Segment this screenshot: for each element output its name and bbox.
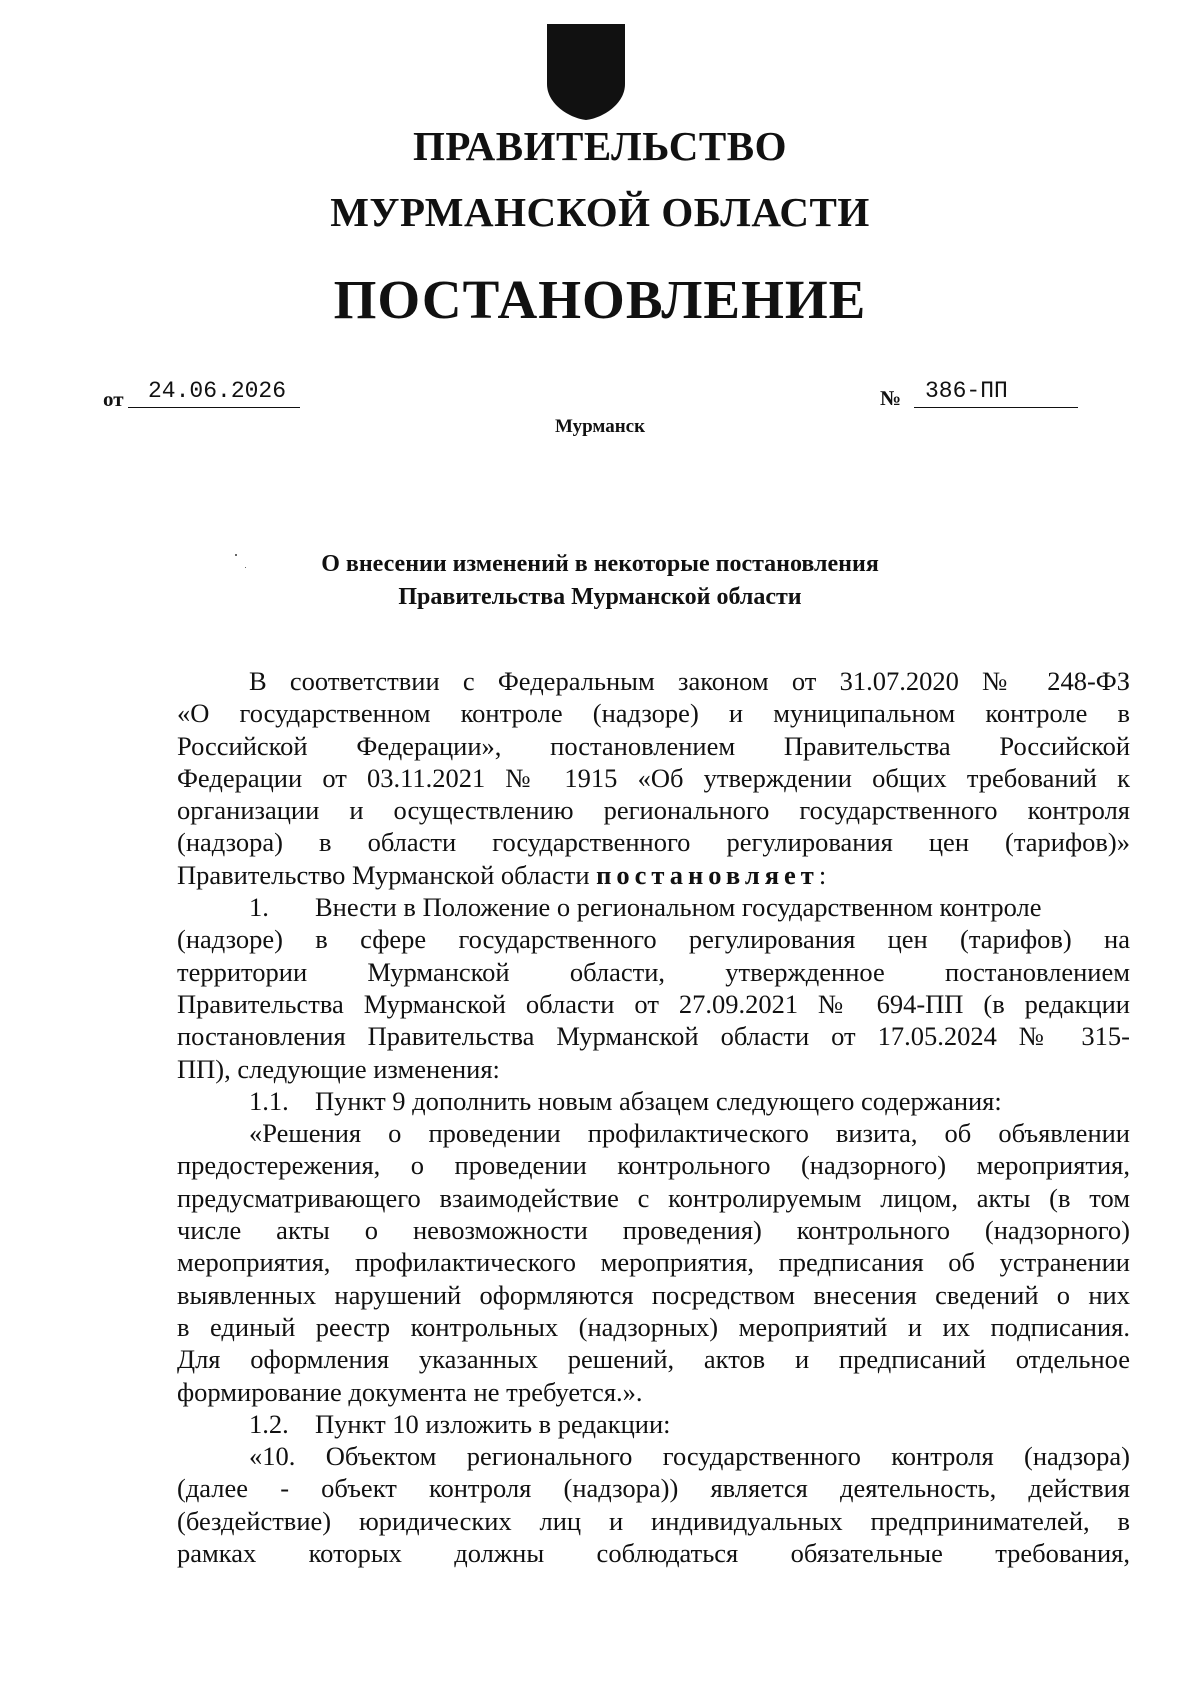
body-line: Правительства Мурманской области от 27.09.2021 № 694-ПП (в редакции bbox=[177, 988, 1130, 1019]
body-line: предусматривающего взаимодействие с контролируемым лицом, акты (в том bbox=[177, 1182, 1130, 1213]
body-line: «О государственном контроле (надзоре) и муниципальном контроле в bbox=[177, 698, 1130, 729]
body-line: предостережения, о проведении контрольного (надзорного) мероприятия, bbox=[177, 1150, 1130, 1181]
document-body bbox=[177, 665, 1130, 1569]
list-item bbox=[177, 1085, 1130, 1117]
item-text: Пункт 9 дополнить новым абзацем следующего содержания: bbox=[315, 1085, 1002, 1116]
date-underline bbox=[128, 407, 300, 408]
item-number: 1. bbox=[249, 892, 269, 923]
body-line: мероприятия, профилактического мероприятия, предписания об устранении bbox=[177, 1247, 1130, 1278]
item-text: Внести в Положение о региональном государственном контроле bbox=[315, 892, 1042, 923]
body-line: ПП), следующие изменения: bbox=[177, 1053, 500, 1084]
subject-line: Правительства Мурманской области bbox=[398, 584, 802, 610]
subject-line: О внесении изменений в некоторые постановления bbox=[321, 551, 879, 577]
body-line: «10. Объектом регионального государственного контроля (надзора) bbox=[249, 1441, 1130, 1472]
body-line: (надзоре) в сфере государственного регулирования цен (тарифов) на bbox=[177, 924, 1130, 955]
body-line: числе акты о невозможности проведения) контрольного (надзорного) bbox=[177, 1215, 1130, 1246]
coat-of-arms-emblem bbox=[545, 22, 627, 122]
body-line: выявленных нарушений оформляются посредством внесения сведений о них bbox=[177, 1279, 1130, 1310]
body-line: постановления Правительства Мурманской области от 17.05.2024 № 315- bbox=[177, 1021, 1130, 1052]
item-number: 1.2. bbox=[249, 1408, 289, 1439]
body-line: рамках которых должны соблюдаться обязательные требования, bbox=[177, 1538, 1130, 1569]
city-name: Мурманск bbox=[554, 416, 646, 437]
list-item bbox=[177, 891, 1130, 923]
body-line: (далее - объект контроля (надзора)) является деятельность, действия bbox=[177, 1473, 1130, 1504]
resolution-text: Правительство Мурманской области bbox=[177, 859, 597, 890]
item-number: 1.1. bbox=[249, 1085, 289, 1116]
document-date: 24.06.2026 bbox=[148, 378, 287, 404]
resolution-colon: : bbox=[818, 859, 827, 890]
body-line: в единый реестр контрольных (надзорных) мероприятий и их подписания. bbox=[177, 1311, 1130, 1342]
body-line bbox=[177, 859, 1130, 891]
list-item bbox=[177, 1408, 1130, 1440]
number-prefix: № bbox=[880, 386, 902, 410]
body-line: Для оформления указанных решений, актов и предписаний отдельное bbox=[177, 1344, 1130, 1375]
government-title-line1: ПРАВИТЕЛЬСТВО bbox=[412, 123, 788, 169]
resolves-word: постановляет bbox=[596, 859, 819, 890]
item-text: Пункт 10 изложить в редакции: bbox=[315, 1408, 671, 1439]
date-prefix: от bbox=[103, 387, 124, 411]
body-line: организации и осуществлению регионального государственного контроля bbox=[177, 795, 1130, 826]
number-underline bbox=[914, 407, 1078, 408]
body-line: территории Мурманской области, утвержденное постановлением bbox=[177, 956, 1130, 987]
body-line: «Решения о проведении профилактического визита, об объявлении bbox=[249, 1118, 1130, 1149]
document-type-title: ПОСТАНОВЛЕНИЕ bbox=[333, 269, 867, 330]
document-number: 386-ПП bbox=[925, 378, 1008, 404]
body-line: Федерации от 03.11.2021 № 1915 «Об утверждении общих требований к bbox=[177, 762, 1130, 793]
body-line: Российской Федерации», постановлением Правительства Российской bbox=[177, 730, 1130, 761]
body-line: формирование документа не требуется.». bbox=[177, 1376, 643, 1407]
body-line: (надзора) в области государственного регулирования цен (тарифов)» bbox=[177, 827, 1130, 858]
body-line: (бездействие) юридических лиц и индивидуальных предпринимателей, в bbox=[177, 1505, 1130, 1536]
government-title-line2: МУРМАНСКОЙ ОБЛАСТИ bbox=[330, 189, 870, 235]
document-subject bbox=[0, 548, 1200, 614]
body-line: В соответствии с Федеральным законом от 31.07.2020 № 248-ФЗ bbox=[249, 666, 1130, 696]
